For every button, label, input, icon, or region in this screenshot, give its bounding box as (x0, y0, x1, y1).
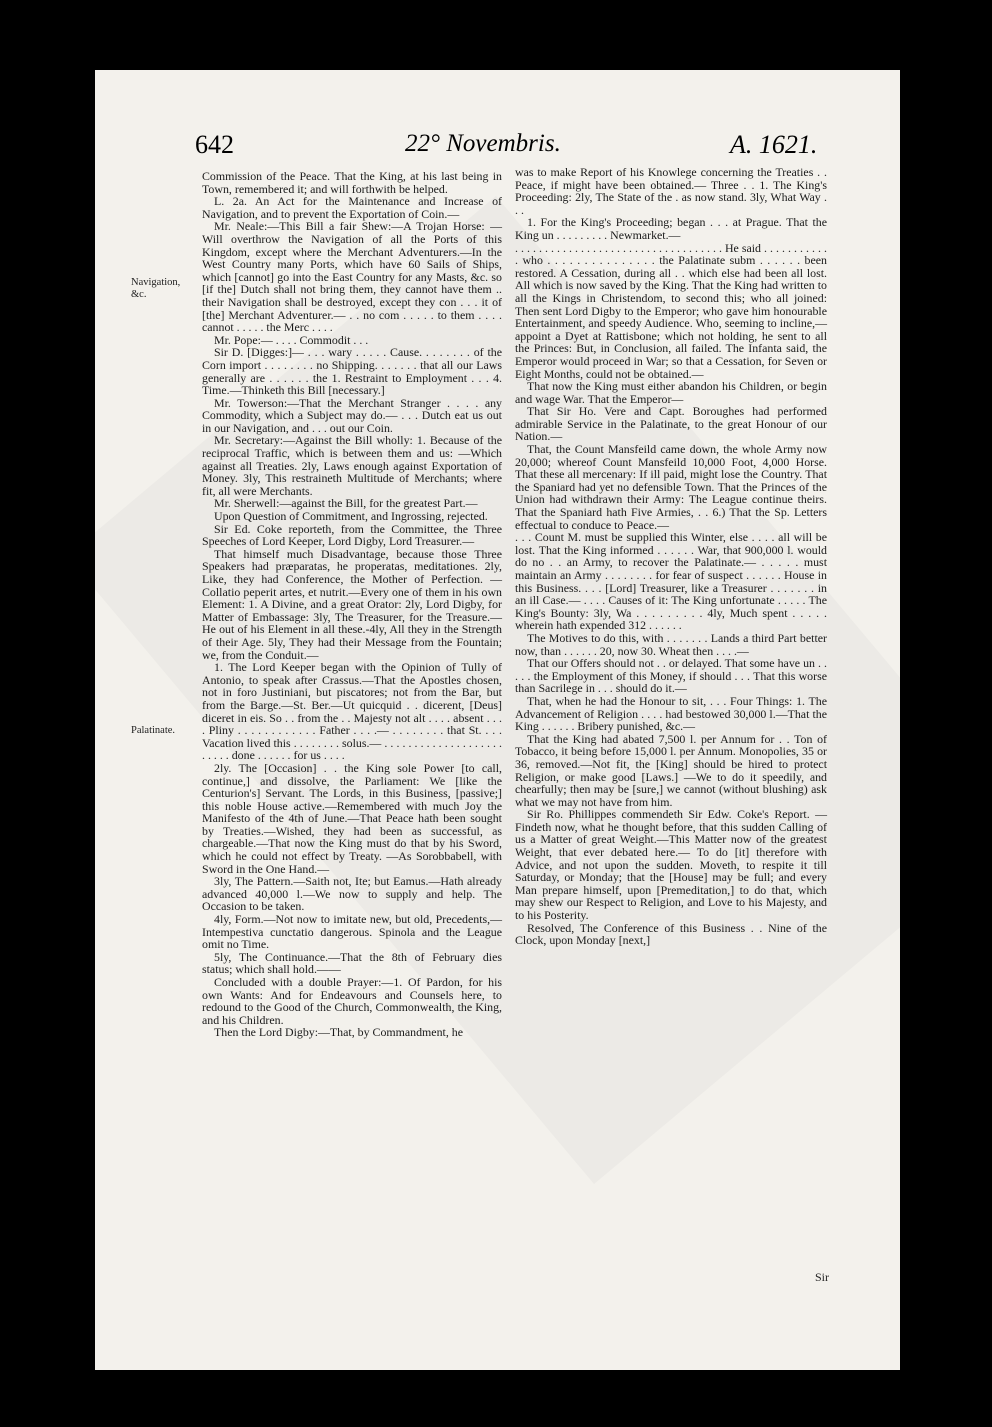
paragraph: Commission of the Peace. That the King, at his last being in Town, remembered it; and will forthwith be helped. (202, 169, 502, 196)
paragraph: 1. The Lord Keeper began with the Opinion of Tully of Antonio, to speak after Crassus.—That the Apostles chosen, not in foro Justiniani, but piscatores; not from the Bar, but from the Barge.—St. Ber.—Ut quicquid . . dicerent, [Deus] diceret in eis. So . . from the . . Majesty not alt . . . . absent . . . . Pliny . . . . . . . . . . . . Father . . . .— . . . . . . . . that St. . . . Vacation lived this . . . . . . . . solus.— . . . . . . . . . . . . . . . . . . . . . . . . . done . . . . . . for us . . . . (202, 660, 502, 763)
paragraph: That, when he had the Honour to sit, . . . Four Things: 1. The Advancement of Religion . . . . had bestowed 30,000 l.—That the King . . . . . . Bribery punished, &c.— (515, 693, 827, 734)
paragraph: Mr. Secretary:—Against the Bill wholly: 1. Because of the reciprocal Traffic, which is between them and us: —Which against all Treaties. 2ly, Laws enough against Exportation of Money. 3ly, This restraineth Multitude of Merchants; where fit, all were Merchants. (202, 433, 502, 498)
page-year: A. 1621. (730, 130, 818, 159)
paragraph: Mr. Pope:— . . . . Commodit . . . (214, 332, 369, 347)
paragraph: Resolved, The Conference of this Business . . Nine of the Clock, upon Monday [next,] (515, 920, 827, 948)
paragraph: The Motives to do this, with . . . . . . . Lands a third Part better now, than . . . . . . 20, now 30. Wheat then . . . .— (515, 630, 827, 658)
paragraph: That, the Count Mansfeild came down, the whole Army now 20,000; whereof Count Mansfeild 10,000 Foot, 4,000 Horse. That these all mercenary: If ill paid, might lose the Country. That the Spaniard had yet no defensible Town. That the Princes of the Union had withdrawn their Army: The League continue theirs. That the Spaniard hath Five Armies, . . 6.) That the Sp. Letters effectual to conduce to Peace.— (515, 442, 827, 532)
right-column (515, 166, 827, 947)
margin-note-palatinate: Palatinate. (131, 725, 176, 736)
paragraph: Mr. Towerson:—That the Merchant Stranger . . . . any Commodity, which a Subject may do.— . . . Dutch eat us out in our Navigation, and . . . out our Coin. (202, 395, 502, 435)
paragraph: Mr. Sherwell:—against the Bill, for the greatest Part.— (214, 496, 478, 511)
paragraph: was to make Report of his Knowlege concerning the Treaties . . Peace, if might have been obtained.— Three . . 1. The King's Proceeding: 2ly, The State of the . as now stand. 3ly, What Way . . . (515, 165, 827, 217)
catchword: Sir (815, 1270, 830, 1284)
paragraph: That Sir Ho. Vere and Capt. Boroughes had performed admirable Service in the Palatinate, to the great Honour of our Nation.— (515, 404, 827, 444)
paragraph: 3ly, The Pattern.—Saith not, Ite; but Eamus.—Hath already advanced 40,000 l.—We now to supply and help. The Occasion to be taken. (202, 874, 502, 914)
paragraph: That the King had abated 7,500 l. per Annum for . . Ton of Tobacco, it being before 15,000 l. per Annum. Monopolies, 35 or 36, removed.—Not fit, the [King] should be hired to protect Religion, or make good [Laws.] —We to do it speedily, and chearfully; then may be [sure,] we cannot (without blushing) ask what we may not have from him. (515, 731, 827, 809)
page-header (95, 130, 900, 170)
paragraph: 2ly. The [Occasion] . . the King sole Power [to call, continue,] and dissolve, the Parliament: We [like the Centurion's] Servant. The Lords, in this Business, [passive;] this noble House active.—Remembered with much Joy the Manifesto of the 4th of June.—That Peace hath been sought by Treaties.—Wished, they had been as successful, as chargeable.—That now the King must do that by his Sword, which he could not effect by Treaty. —As Sorobbabell, with Sword in the One Hand.— (202, 760, 502, 876)
paragraph: Then the Lord Digby:—That, by Commandment, he (214, 1025, 463, 1040)
paragraph: . . . Count M. must be supplied this Winter, else . . . . all will be lost. That the King informed . . . . . . War, that 900,000 l. would do no . . an Army, to recover the Palatinate.— . . . . . must maintain an Army . . . . . . . . for fear of suspect . . . . . . House in this Business. . . . [Lord] Treasurer, like a Treasurer . . . . . . . in an ill Case.— . . . . Causes of it: The King unfortunate . . . . . The King's Bounty: 3ly, Wa . . . . . . . . . 4ly, Much spent . . . . . wherein hath expended 312 . . . . . . (515, 530, 827, 633)
paragraph: Concluded with a double Prayer:—1. Of Pardon, for his own Wants: And for Endeavours and Counsels here, to redound to the Good of the Church, Commonwealth, the King, and his Children. (202, 975, 502, 1027)
margin-note-navigation: Navigation, &c. (131, 277, 181, 300)
paragraph: Mr. Neale:—This Bill a fair Shew:—A Trojan Horse: —Will overthrow the Navigation of all the Ports of this Kingdom, except where the Merchant Adventurers.—In the West Country many Ports, which have 60 Sails of Ships, which [cannot] go into the East Country for any Masts, &c. so [if the] Dutch shall not bring them, they cannot have them .. their Navigation shall be destroyed, except they con . . . it of [the] Merchant Adventurer.— . . no com . . . . . to them . . . . cannot . . . . . the Merc . . . . (202, 219, 502, 335)
paragraph: Sir D. [Digges:]— . . . wary . . . . . Cause. . . . . . . . of the Corn import . . . . . . . . no Shipping. . . . . . . that all our Laws generally are . . . . . . the 1. Restraint to Employment . . . 4. Time.—Thinketh this Bill [necessary.] (202, 345, 502, 398)
paragraph: 4ly, Form.—Not now to imitate new, but old, Precedents,—Intempestiva cunctatio dangerous. Spinola and the League omit no Time. (202, 912, 502, 952)
paragraph: Sir Ed. Coke reporteth, from the Committee, the Three Speeches of Lord Keeper, Lord Digby, Lord Treasurer.— (202, 521, 502, 549)
page-number: 642 (195, 130, 234, 159)
document-page (95, 70, 900, 1370)
paragraph: That now the King must either abandon his Children, or begin and wage War. That the Emperor— (515, 379, 827, 406)
paragraph: That himself much Disadvantage, because those Three Speakers had præparatas, he properatas, meditationes. 2ly, Like, they had Conference, the Mother of Perfection. —Collatio peperit artes, et nutrit.—Every one of them in his own Element: 1. A Divine, and a great Orator: 2ly, Lord Digby, for Matter of Embassage: 3ly, The Treasurer, for the Treasure.—He out of his Element in all these.-4ly, All they in the Strength of their Age. 5ly, They had their Message from the Fountain; we, from the Conduit.— (202, 546, 502, 662)
paragraph: L. 2a. An Act for the Maintenance and Increase of Navigation, and to prevent the Exportation of Coin.— (202, 194, 502, 221)
paragraph: 5ly, The Continuance.—That the 8th of February dies status; which shall hold.—— (202, 949, 502, 977)
paragraph: . . . . . . . . . . . . . . . . . . . . . . . . . . . . . . . . . . . He said . . . . . . . . . . . . who . . . . . . . . . . . . . . . the Palatinate subm . . . . . . been restored. A Cessation, during all . . which else had been all lost. All which is now saved by the King. That the King had written to all the Kings in Christendom, to second this; who all joined: Then sent Lord Digby to the Emperor; who gave him honourable Entertainment, and speedy Audience. Who, seeming to incline,—appoint a Dyet at Rattisbone; which not holding, he sent to all the Princes: But, in Conclusion, all failed. The Infanta said, the Emperor would proceed in War; so that a Cessation, for Seven or Eight Months, could not be obtained.— (515, 240, 827, 381)
paragraph: 1. For the King's Proceeding; began . . . at Prague. That the King un . . . . . . . . . Newmarket.— (515, 215, 827, 242)
paragraph: Upon Question of Commitment, and Ingrossing, rejected. (214, 509, 488, 524)
paragraph: Sir Ro. Phillippes commendeth Sir Edw. Coke's Report. —Findeth now, what he thought before, that this sudden Calling of us a Matter of great Weight.—This Matter now of the greatest Weight, that ever debated here.— To do [it] therefore with Advice, and not upon the sudden. Moveth, to respite it till Saturday, or Monday; that the [House] may be full; and every Man prepare himself, upon [Premeditation,] to do that, which may shew our Respect to Religion, and Love to his Majesty, and to his Posterity. (515, 807, 827, 923)
page-date: 22° Novembris. (405, 130, 561, 157)
paragraph: That our Offers should not . . or delayed. That some have un . . . . . the Employment of this Money, if should . . . That this worse than Sacrilege in . . . should do it.— (515, 656, 827, 696)
left-column (202, 170, 502, 1039)
